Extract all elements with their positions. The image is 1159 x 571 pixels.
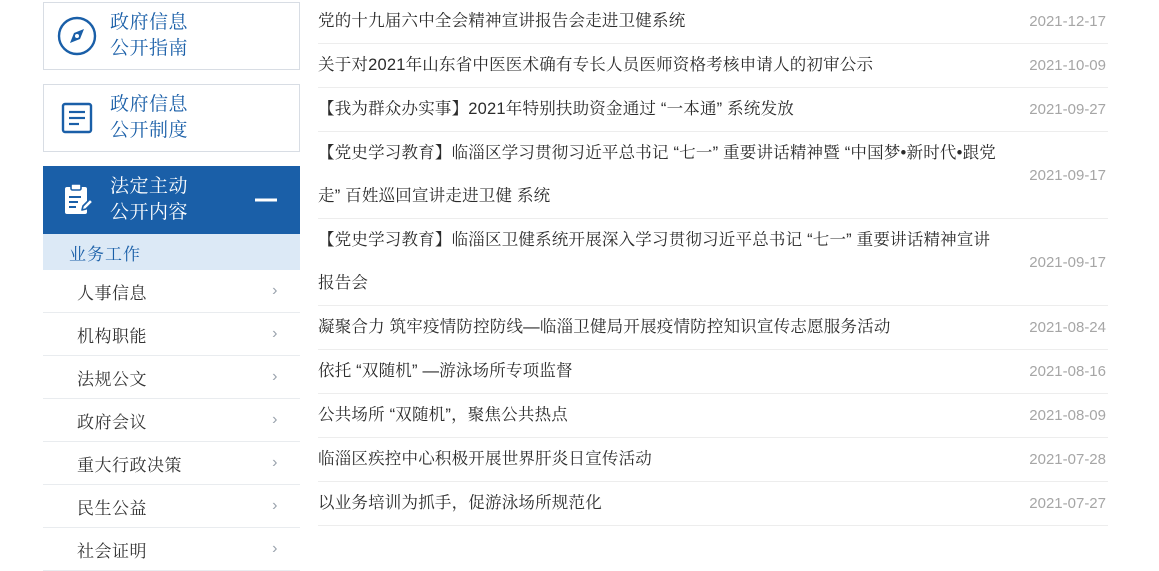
news-list-item[interactable]: [318, 438, 1108, 482]
sidebar-item-social-certification[interactable]: [43, 528, 300, 571]
news-date: 2021-09-17: [1029, 166, 1106, 184]
sidebar-card-label-line1: 政府信息: [110, 94, 189, 115]
chevron-right-icon: ›: [272, 325, 278, 342]
news-date: 2021-10-09: [1029, 57, 1106, 74]
news-date: 2021-08-24: [1029, 319, 1106, 336]
news-title[interactable]: 党的十九届六中全会精神宣讲报告会走进卫健系统: [318, 12, 686, 30]
news-date: 2021-09-27: [1029, 101, 1106, 118]
news-date: 2021-08-09: [1029, 407, 1106, 424]
news-title[interactable]: 以业务培训为抓手，促游泳场所规范化: [318, 494, 602, 512]
sidebar-card-open-guide[interactable]: [43, 2, 300, 70]
sidebar-card-statutory-content[interactable]: [43, 166, 300, 234]
sidebar-card-label-line2: 公开指南: [110, 38, 189, 59]
sidebar-card-label-line2: 公开内容: [110, 202, 189, 223]
news-date: 2021-07-27: [1029, 495, 1106, 512]
news-date: 2021-07-28: [1029, 451, 1106, 468]
news-list-item[interactable]: [318, 482, 1108, 526]
sidebar-card-open-system[interactable]: [43, 84, 300, 152]
news-list-item[interactable]: [318, 0, 1108, 44]
news-list-item[interactable]: [318, 394, 1108, 438]
news-title[interactable]: 【我为群众办实事】2021年特别扶助资金通过 “一本通” 系统发放: [318, 100, 794, 118]
news-date: 2021-12-17: [1029, 13, 1106, 30]
sidebar-card-label-line1: 法定主动: [110, 176, 189, 197]
sidebar-item-gov-meetings[interactable]: [43, 399, 300, 442]
document-lines-icon: [44, 97, 110, 139]
sidebar: [43, 0, 300, 559]
news-list-item[interactable]: [318, 132, 1108, 219]
sidebar-item-regulations[interactable]: [43, 356, 300, 399]
chevron-right-icon: ›: [272, 368, 278, 385]
sidebar-item-label: 人事信息: [77, 283, 147, 303]
news-title[interactable]: 凝聚合力 筑牢疫情防控防线—临淄卫健局开展疫情防控知识宣传志愿服务活动: [318, 318, 891, 336]
sidebar-item-label: 政府会议: [77, 412, 147, 432]
news-list-item[interactable]: [318, 219, 1108, 306]
sidebar-card-label-line2: 公开制度: [110, 120, 189, 141]
sidebar-item-label: 重大行政决策: [77, 455, 182, 475]
news-list-item[interactable]: [318, 88, 1108, 132]
sidebar-card-label: [110, 174, 188, 226]
sidebar-item-public-welfare[interactable]: [43, 485, 300, 528]
chevron-right-icon: ›: [272, 454, 278, 471]
sidebar-section-header-label: 业务工作: [69, 244, 141, 264]
chevron-right-icon: ›: [272, 540, 278, 557]
sidebar-item-major-decisions[interactable]: [43, 442, 300, 485]
sidebar-sub-list: [43, 270, 300, 571]
chevron-right-icon: ›: [272, 411, 278, 428]
sidebar-item-personnel[interactable]: [43, 270, 300, 313]
news-date: 2021-09-17: [1029, 253, 1106, 271]
news-title[interactable]: 关于对2021年山东省中医医术确有专长人员医师资格考核申请人的初审公示: [318, 56, 874, 74]
compass-icon: [44, 15, 110, 57]
sidebar-card-label-line1: 政府信息: [110, 12, 189, 33]
news-list-item[interactable]: [318, 306, 1108, 350]
collapse-minus-icon[interactable]: [255, 199, 277, 202]
news-title[interactable]: 【党史学习教育】临淄区卫健系统开展深入学习贯彻习近平总书记 “七一” 重要讲话精神宣讲报告会: [318, 231, 991, 292]
news-title[interactable]: 临淄区疾控中心积极开展世界肝炎日宣传活动: [318, 450, 652, 468]
sidebar-item-org-functions[interactable]: [43, 313, 300, 356]
news-list-item[interactable]: [318, 44, 1108, 88]
chevron-right-icon: ›: [272, 497, 278, 514]
news-title[interactable]: 【党史学习教育】临淄区学习贯彻习近平总书记 “七一” 重要讲话精神暨 “中国梦•新时代•跟党走” 百姓巡回宣讲走进卫健 系统: [318, 144, 996, 205]
sidebar-item-label: 法规公文: [77, 369, 147, 389]
sidebar-section-header: [43, 234, 300, 270]
news-title[interactable]: 依托 “双随机” —游泳场所专项监督: [318, 362, 573, 380]
clipboard-pen-icon: [44, 179, 110, 221]
chevron-right-icon: ›: [272, 282, 278, 299]
sidebar-card-label: [110, 92, 188, 144]
news-date: 2021-08-16: [1029, 363, 1106, 380]
sidebar-item-label: 机构职能: [77, 326, 147, 346]
news-title[interactable]: 公共场所 “双随机”，聚焦公共热点: [318, 406, 568, 424]
sidebar-item-label: 民生公益: [77, 498, 147, 518]
news-list-item[interactable]: [318, 350, 1108, 394]
news-list: [318, 0, 1108, 559]
sidebar-card-label: [110, 10, 188, 62]
sidebar-item-label: 社会证明: [77, 541, 147, 561]
